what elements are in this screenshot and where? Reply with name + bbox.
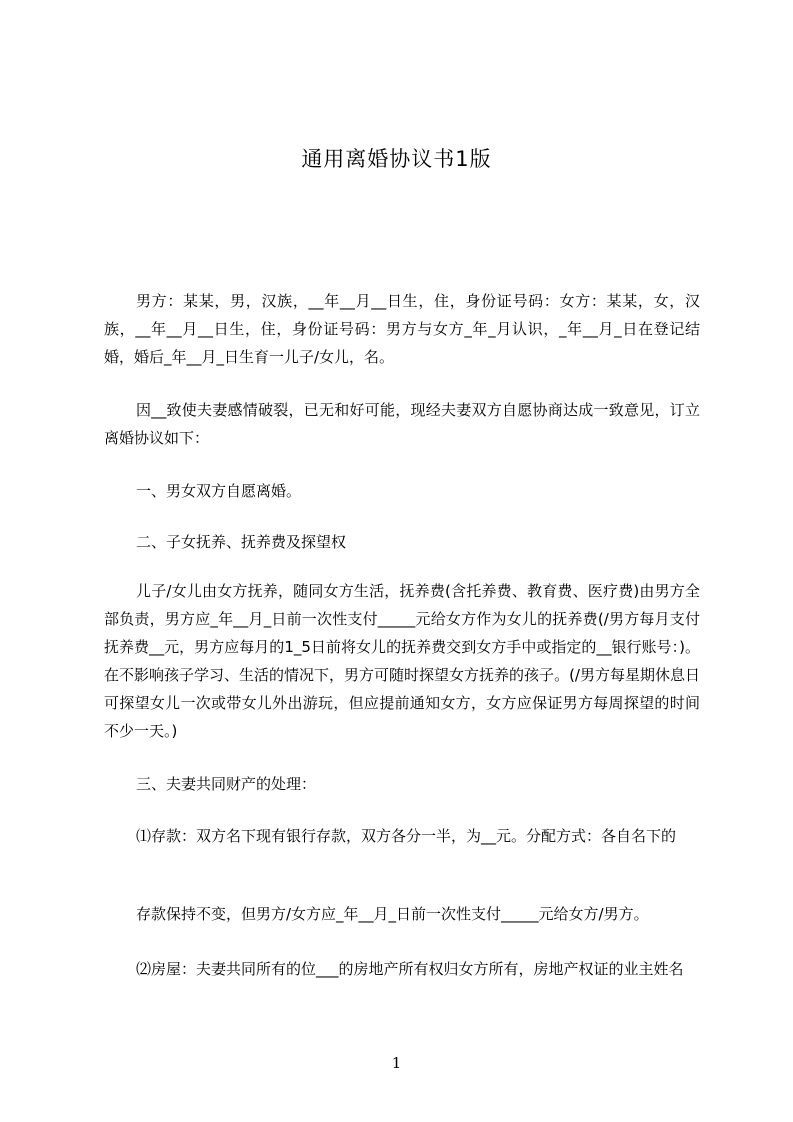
section-heading-property: 三、夫妻共同财产的处理： (136, 775, 317, 793)
paragraph-savings-continued: 存款保持不变，但男方/女方应_年__月_日前一次性支付_____元给女方/男方。 (136, 905, 649, 923)
document-title: 通用离婚协议书1版 (301, 147, 492, 171)
section-heading-divorce: 一、男女双方自愿离婚。 (136, 482, 302, 500)
page-number: 1 (391, 1054, 402, 1072)
paragraph-savings: ⑴存款：双方名下现有银行存款，双方各分一半，为__元。分配方式：各自名下的 (136, 827, 677, 845)
section-heading-child-custody: 二、子女抚养、抚养费及探望权 (136, 533, 347, 551)
paragraph-child-support: 儿子/女儿由女方抚养，随同女方生活，抚养费(含托养费、教育费、医疗费)由男方全部负责，男方应_年__月_日前一次性支付_____元给女方作为女儿的抚养费(/男方每月支付抚养费__元，男方应每月的1_5日前将女儿的抚养费交到女方手中或指定的__银行账号：)。在不影响孩子学习、生活的情况下，男方可随时探望女方抚养的孩子。(/男方每星期休息日可探望女儿一次或带女儿外出游玩，但应提前通知女方，女方应保证男方每周探望的时间不少一天。) (104, 582, 700, 740)
paragraph-house: ⑵房屋：夫妻共同所有的位___的房地产所有权归女方所有，房地产权证的业主姓名 (136, 960, 684, 978)
paragraph-parties: 男方：某某，男，汉族，__年__月__日生，住，身份证号码：女方：某某，女，汉族，__年__月__日生，住，身份证号码：男方与女方_年_月认识，_年__月_日在登记结婚，婚后_年__月_日生育一儿子/女儿，名。 (104, 292, 700, 366)
paragraph-reason: 因__致使夫妻感情破裂，已无和好可能，现经夫妻双方自愿协商达成一致意见，订立离婚协议如下： (104, 401, 700, 447)
